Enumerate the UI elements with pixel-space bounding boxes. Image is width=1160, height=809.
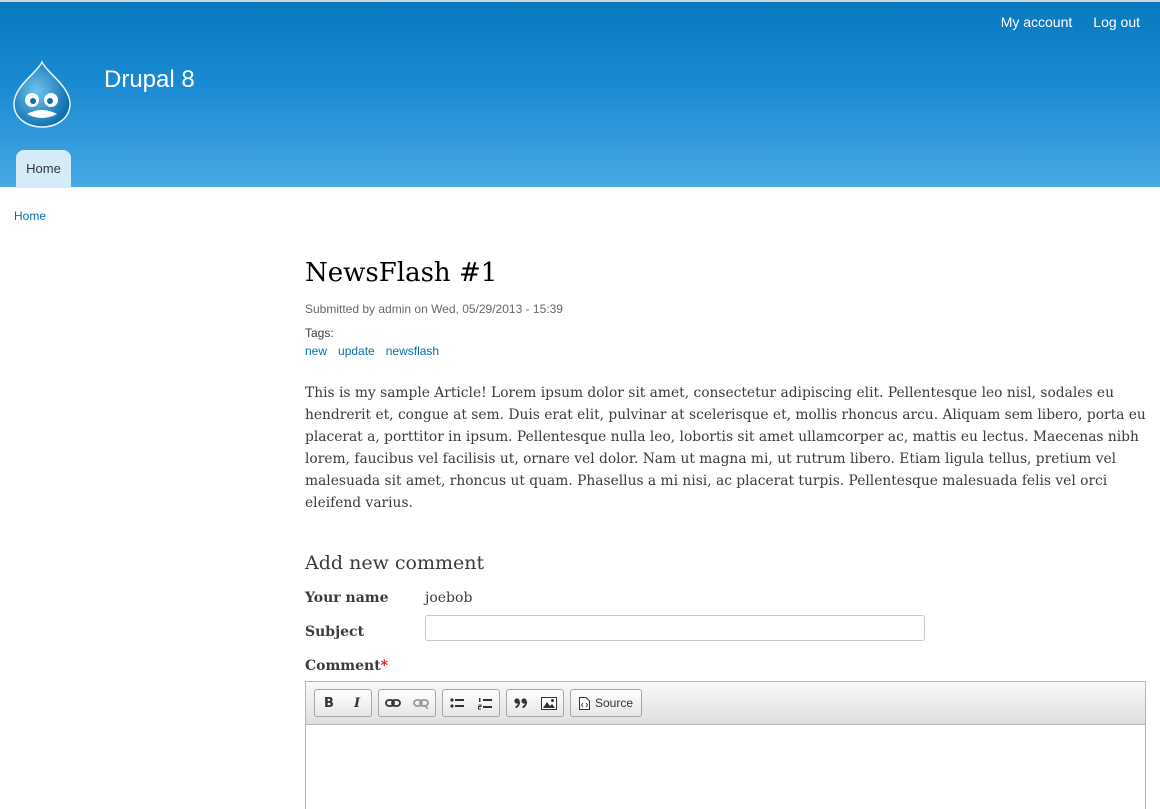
image-button[interactable] [535, 690, 563, 716]
unlink-button[interactable] [407, 690, 435, 716]
comment-textarea[interactable] [306, 725, 1145, 809]
tab-home[interactable]: Home [16, 150, 71, 188]
source-button[interactable] [571, 690, 641, 716]
article-body: This is my sample Article! Lorem ipsum dolor sit amet, consectetur adipiscing elit. Pellentesque leo nisl, sodales eu hendrerit et, congue at sem. Duis erat elit, pulvinar at scelerisque et, mollis rhoncus arcu. Aliquam sem libero, porta eu placerat a, porttitor in ipsum. Pellentesque nulla leo, lobortis sit amet ullamcorper ac, mattis eu lectus. Maecenas nibh lorem, faucibus vel facilisis ut, ornare vel dolor. Nam ut magna mi, ut rutrum libero. Etiam ligula tellus, pretium vel malesuada sit amet, rhoncus ut quam. Phasellus a mi nisi, ac placerat turpis. Pellentesque malesuada felis vel orci eleifend varius. [305, 385, 1146, 511]
italic-icon: I [353, 695, 361, 711]
your-name-label: Your name [305, 590, 389, 606]
link-icon [385, 697, 401, 709]
tags-list [305, 344, 1147, 358]
site-header [0, 0, 1160, 187]
bold-icon: B [324, 695, 334, 711]
bulleted-list-button[interactable] [443, 690, 471, 716]
submitted-info: Submitted by admin on Wed, 05/29/2013 - 15:39 [305, 302, 563, 316]
comment-form-heading: Add new comment [305, 552, 485, 574]
comment-editor [305, 681, 1146, 809]
page-title: NewsFlash #1 [305, 258, 498, 288]
breadcrumb [14, 209, 46, 223]
breadcrumb-home-link[interactable]: Home [14, 209, 47, 223]
source-label: Source [595, 696, 634, 710]
editor-toolbar [306, 682, 1145, 725]
source-icon [579, 697, 590, 710]
toolbar-group-media [506, 689, 564, 717]
subject-label: Subject [305, 624, 365, 640]
toolbar-group-source [570, 689, 642, 717]
toolbar-group-formatting [314, 689, 372, 717]
site-name[interactable]: Drupal 8 [104, 66, 195, 93]
tag-link-newsflash[interactable]: newsflash [385, 344, 440, 358]
tags-label: Tags: [305, 326, 334, 340]
toolbar-group-lists [442, 689, 500, 717]
image-icon [541, 697, 557, 710]
my-account-link[interactable]: My account [1000, 14, 1073, 30]
subject-input[interactable] [425, 615, 925, 641]
comment-label-text: Comment [305, 658, 381, 674]
italic-button[interactable] [343, 690, 371, 716]
your-name-value: joebob [425, 590, 473, 606]
drupal-logo-icon[interactable] [12, 60, 72, 128]
bold-button[interactable] [315, 690, 343, 716]
log-out-link[interactable]: Log out [1093, 14, 1140, 30]
blockquote-button[interactable] [507, 690, 535, 716]
comment-label [305, 658, 1147, 674]
link-button[interactable] [379, 690, 407, 716]
unlink-icon [413, 697, 429, 709]
main-menu [16, 150, 71, 188]
tag-link-update[interactable]: update [338, 344, 375, 358]
numbered-list-icon [478, 697, 492, 710]
name-row [305, 590, 1147, 606]
numbered-list-button[interactable] [471, 690, 499, 716]
blockquote-icon [514, 698, 528, 708]
toolbar-group-links [378, 689, 436, 717]
main-content [305, 258, 1147, 809]
tag-link-new[interactable]: new [305, 344, 328, 358]
secondary-menu [1001, 14, 1140, 30]
subject-row [305, 624, 1147, 641]
bulleted-list-icon [450, 697, 464, 709]
required-marker: * [380, 658, 388, 674]
